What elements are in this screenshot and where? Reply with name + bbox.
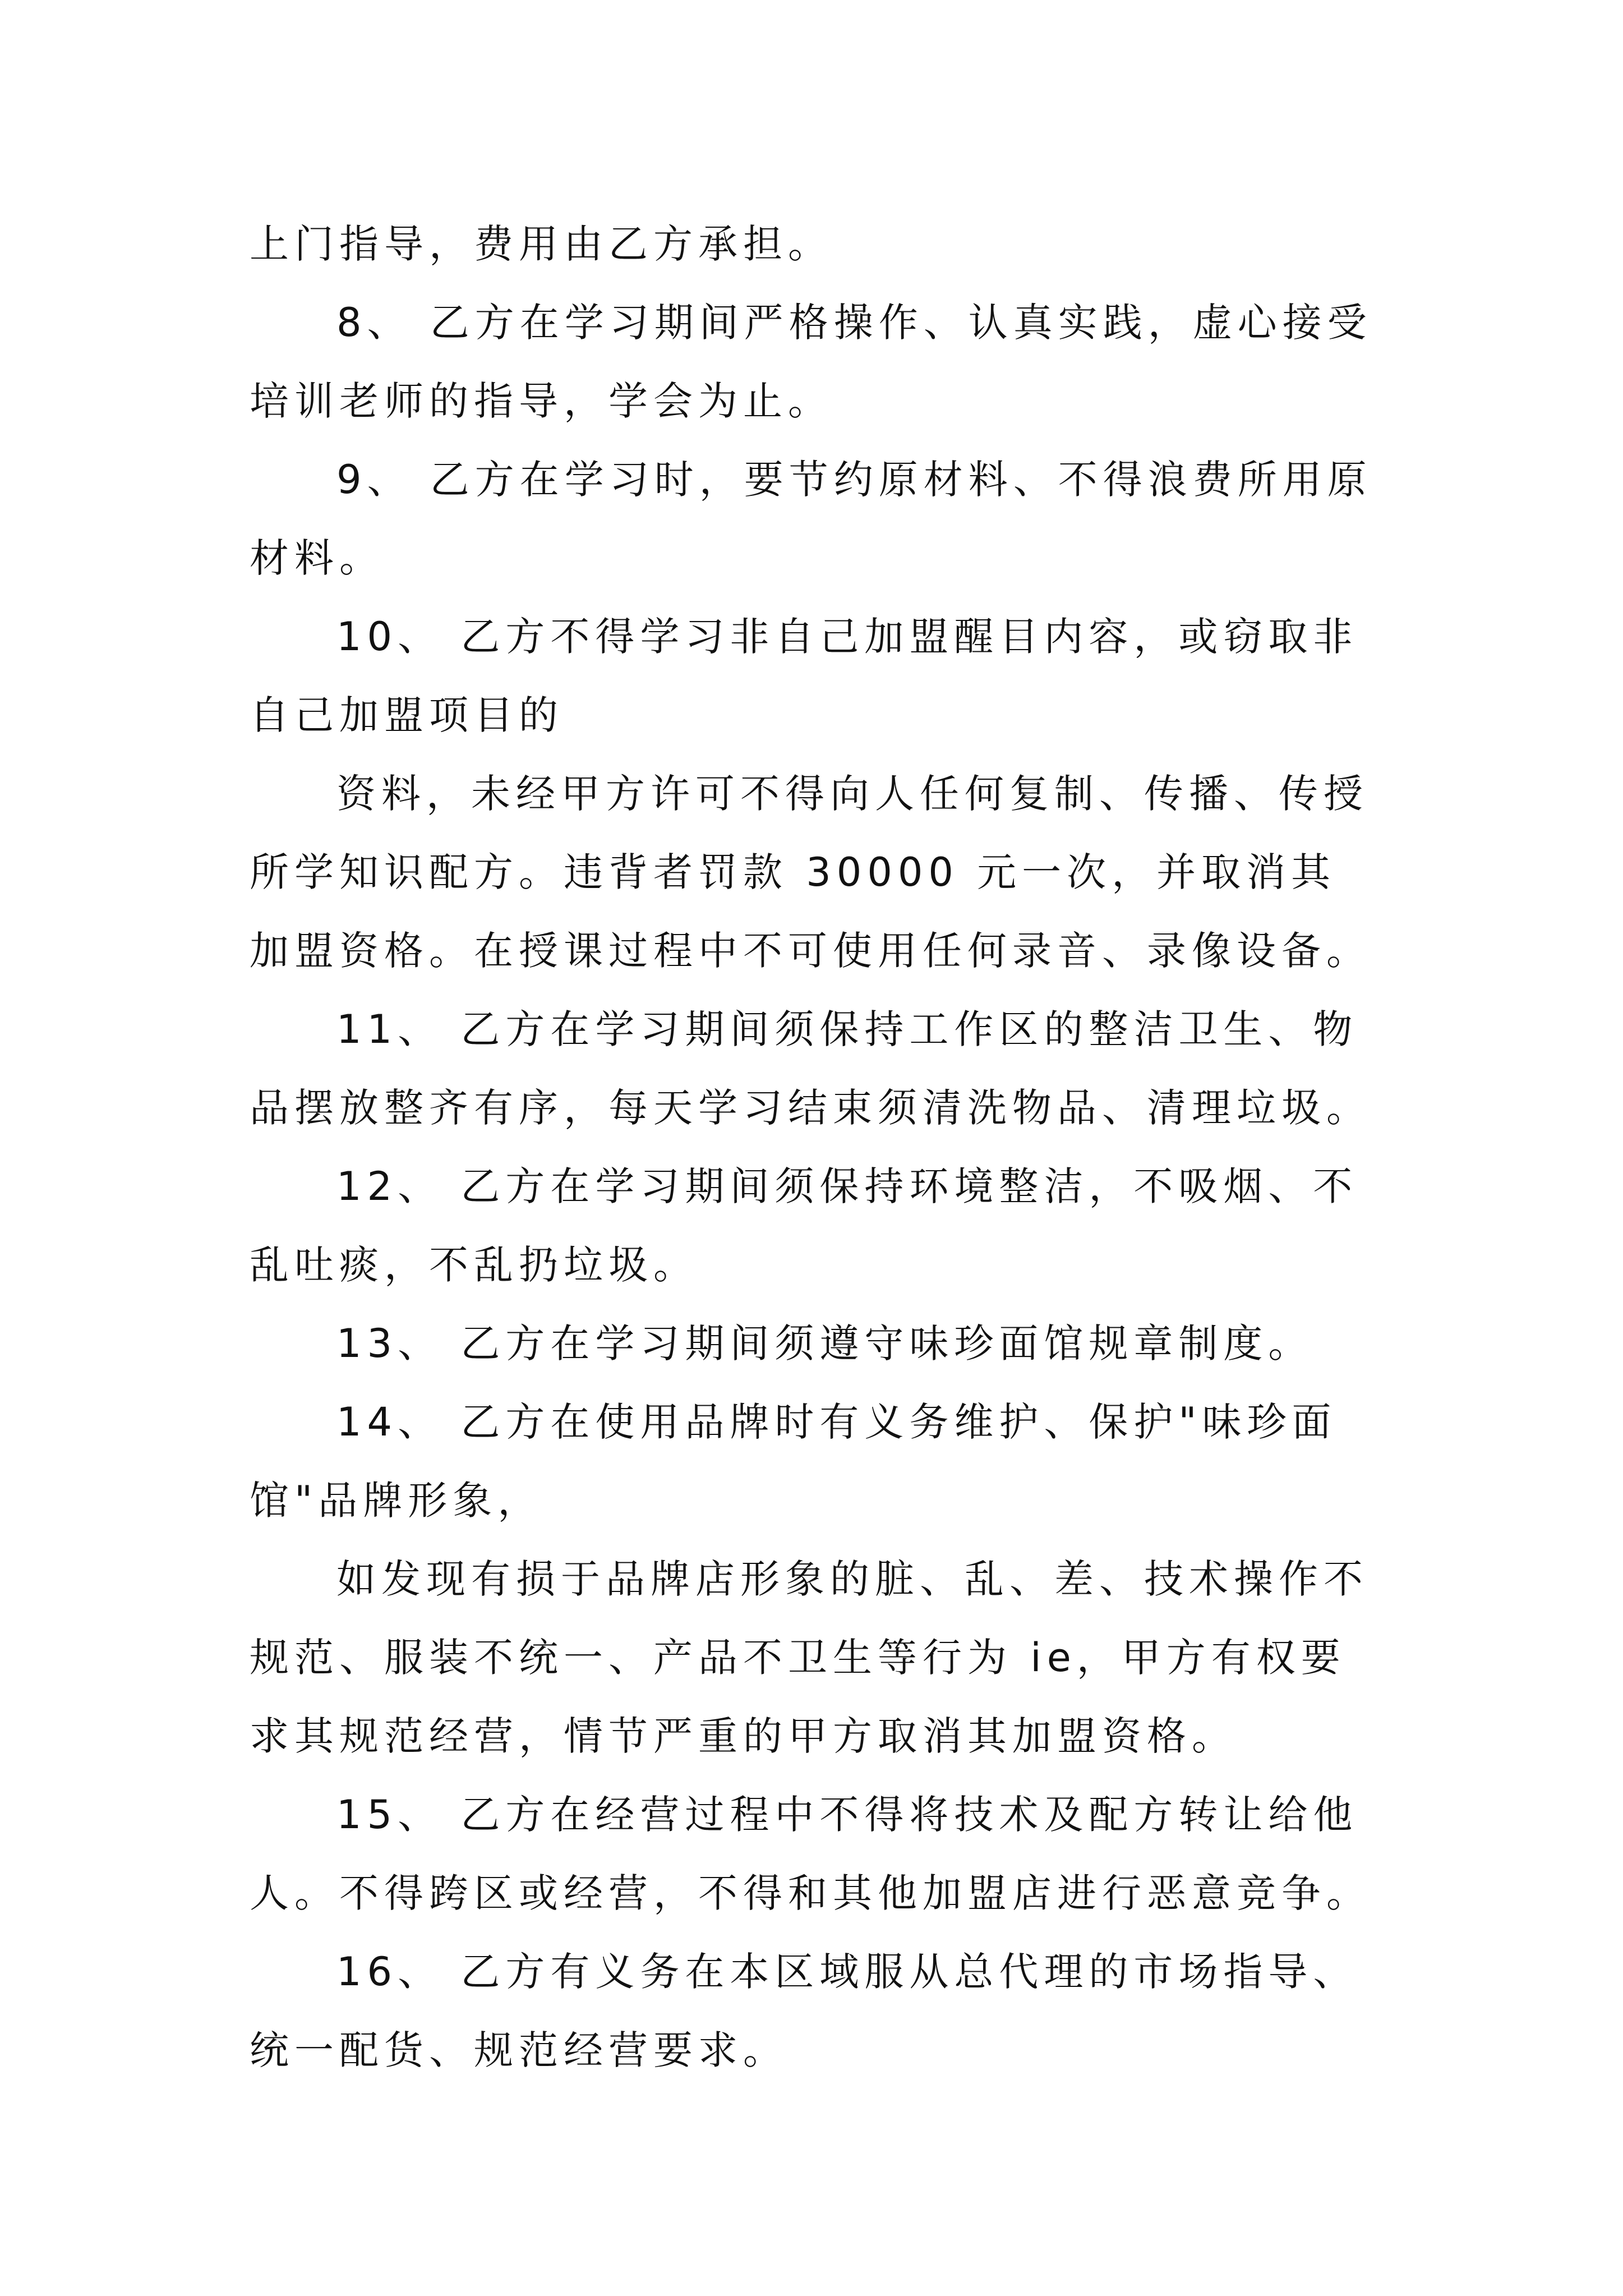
paragraph-item-8: 8、 乙方在学习期间严格操作、认真实践，虚心接受培训老师的指导，学会为止。 [250, 300, 1372, 424]
paragraph-item-10-continued: 资料，未经甲方许可不得向人任何复制、传播、传授所学知识配方。违背者罚款 30000 元一次，并取消其加盟资格。在授课过程中不可使用任何录音、录像设备。 [250, 771, 1371, 974]
paragraph-continuation: 上门指导，费用由乙方承担。 [250, 221, 833, 267]
paragraph-item-12: 12、 乙方在学习期间须保持环境整洁，不吸烟、不乱吐痰，不乱扔垃圾。 [250, 1163, 1358, 1288]
paragraph-item-9: 9、 乙方在学习时，要节约原材料、不得浪费所用原材料。 [250, 457, 1372, 581]
paragraph-item-11: 11、 乙方在学习期间须保持工作区的整洁卫生、物品摆放整齐有序，每天学习结束须清洗物品、清理垃圾。 [250, 1006, 1371, 1131]
paragraph-item-14: 14、 乙方在使用品牌时有义务维护、保护"味珍面馆"品牌形象， [250, 1399, 1337, 1524]
paragraph-item-10: 10、 乙方不得学习非自己加盟醒目内容，或窃取非自己加盟项目的 [250, 614, 1358, 738]
paragraph-item-13: 13、 乙方在学习期间须遵守味珍面馆规章制度。 [336, 1320, 1313, 1366]
document-body [250, 205, 1377, 2090]
paragraph-item-16: 16、 乙方有义务在本区域服从总代理的市场指导、统一配货、规范经营要求。 [250, 1949, 1358, 2073]
paragraph-item-14-continued: 如发现有损于品牌店形象的脏、乱、差、技术操作不规范、服装不统一、产品不卫生等行为 ie，甲方有权要求其规范经营，情节严重的甲方取消其加盟资格。 [250, 1556, 1368, 1759]
paragraph-item-15: 15、 乙方在经营过程中不得将技术及配方转让给他人。不得跨区或经营，不得和其他加盟店进行恶意竞争。 [250, 1792, 1371, 1916]
